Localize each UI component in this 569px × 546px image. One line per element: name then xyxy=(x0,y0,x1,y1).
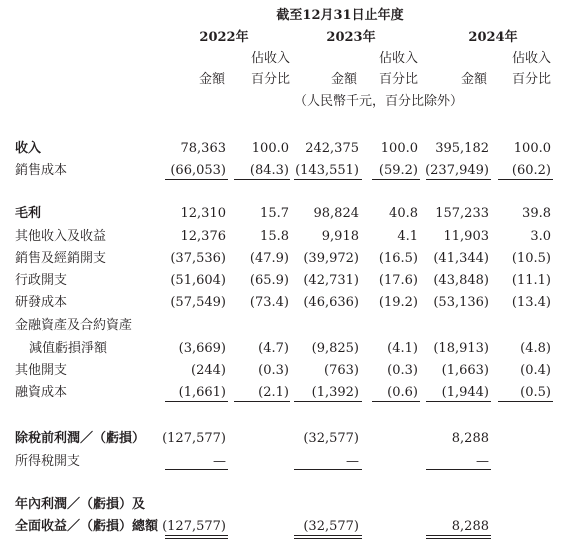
subtotal-rule xyxy=(165,179,228,180)
amount-cell: (32,577) xyxy=(303,431,359,446)
amount-cell: (51,604) xyxy=(170,273,226,288)
row-label: 全面收益／（虧損）總額 xyxy=(15,519,159,534)
amount-cell: 12,376 xyxy=(180,229,226,244)
year-header-0: 2022年 xyxy=(199,30,249,45)
amount-cell: 8,288 xyxy=(451,431,489,446)
amount-cell: 395,182 xyxy=(435,141,489,156)
subtotal-rule xyxy=(426,179,491,180)
row-label: 所得稅開支 xyxy=(15,454,81,469)
row-label: 其他開支 xyxy=(15,363,68,378)
amount-cell: (3,669) xyxy=(178,341,226,356)
pct-col-header-line1: 佔收入 xyxy=(511,51,551,66)
subtotal-rule xyxy=(234,401,290,402)
amount-cell: (66,053) xyxy=(170,163,226,178)
amount-cell: (32,577) xyxy=(303,519,359,534)
row-label: 除稅前利潤／（虧損） xyxy=(15,431,146,446)
amount-col-header: 金額 xyxy=(198,72,225,87)
pct-cell: (60.2) xyxy=(511,163,551,178)
pct-cell: (4.7) xyxy=(258,341,289,356)
row-label: 銷售及經銷開支 xyxy=(15,251,107,266)
amount-cell: 9,918 xyxy=(321,229,359,244)
pct-col-header-line2: 百分比 xyxy=(378,72,418,87)
amount-cell: (53,136) xyxy=(433,295,489,310)
total-double-rule xyxy=(165,535,228,536)
subtotal-rule xyxy=(498,179,553,180)
amount-cell: 11,903 xyxy=(443,229,489,244)
amount-cell: 8,288 xyxy=(451,519,489,534)
amount-col-header: 金額 xyxy=(330,72,357,87)
row-label: 行政開支 xyxy=(15,273,68,288)
pct-col-header-line2: 百分比 xyxy=(250,72,290,87)
row-label: 銷售成本 xyxy=(15,163,68,178)
pct-cell: (16.5) xyxy=(378,251,418,266)
row-label: 減值虧損淨額 xyxy=(29,341,108,356)
subtotal-rule xyxy=(372,401,420,402)
amount-cell: 78,363 xyxy=(180,141,226,156)
amount-cell: (43,848) xyxy=(433,273,489,288)
amount-cell: (9,825) xyxy=(311,341,359,356)
amount-cell: (46,636) xyxy=(303,295,359,310)
total-double-rule xyxy=(165,538,228,539)
pct-cell: (59.2) xyxy=(378,163,418,178)
subtotal-rule xyxy=(498,401,553,402)
year-header-1: 2023年 xyxy=(326,30,376,45)
amount-cell: (763) xyxy=(324,363,359,378)
pct-cell: 39.8 xyxy=(522,206,551,221)
period-header: 截至12月31日止年度 xyxy=(276,8,404,23)
amount-cell: (57,549) xyxy=(170,295,226,310)
amount-cell: (1,661) xyxy=(178,385,226,400)
amount-cell: (18,913) xyxy=(433,341,489,356)
subtotal-rule xyxy=(426,469,491,470)
subtotal-rule xyxy=(165,401,228,402)
amount-cell: 98,824 xyxy=(313,206,359,221)
row-label: 研發成本 xyxy=(15,295,68,310)
subtotal-rule xyxy=(294,179,362,180)
pct-cell: (4.1) xyxy=(387,341,418,356)
pct-cell: (4.8) xyxy=(520,341,551,356)
subtotal-rule xyxy=(294,401,362,402)
row-label: 收入 xyxy=(15,141,42,156)
subtotal-rule xyxy=(234,179,290,180)
amount-cell: (42,731) xyxy=(303,273,359,288)
pct-cell: (65.9) xyxy=(249,273,289,288)
pct-cell: 4.1 xyxy=(397,229,418,244)
pct-cell: (17.6) xyxy=(378,273,418,288)
amount-cell: (1,663) xyxy=(441,363,489,378)
amount-cell: 242,375 xyxy=(305,141,359,156)
amount-cell: (127,577) xyxy=(162,431,226,446)
pct-cell: (47.9) xyxy=(249,251,289,266)
pct-cell: 3.0 xyxy=(530,229,551,244)
amount-cell: (237,949) xyxy=(425,163,489,178)
row-label: 金融資產及合約資產 xyxy=(15,318,133,333)
pct-cell: (0.6) xyxy=(387,385,418,400)
pct-cell: 100.0 xyxy=(251,141,289,156)
amount-cell: (1,944) xyxy=(441,385,489,400)
pct-col-header-line2: 百分比 xyxy=(511,72,551,87)
pct-cell: (2.1) xyxy=(258,385,289,400)
pct-cell: (84.3) xyxy=(249,163,289,178)
amount-cell: — xyxy=(346,454,359,469)
subtotal-rule xyxy=(294,469,362,470)
pct-col-header-line1: 佔收入 xyxy=(250,51,290,66)
pct-cell: (10.5) xyxy=(511,251,551,266)
subtotal-rule xyxy=(372,179,420,180)
pct-cell: (0.3) xyxy=(258,363,289,378)
row-label: 年內利潤／（虧損）及 xyxy=(15,497,146,512)
amount-cell: — xyxy=(213,454,226,469)
unit-note: （人民幣千元，百分比除外） xyxy=(293,94,463,109)
amount-cell: (127,577) xyxy=(162,519,226,534)
pct-cell: 100.0 xyxy=(380,141,418,156)
pct-cell: (0.5) xyxy=(520,385,551,400)
pct-cell: (0.4) xyxy=(520,363,551,378)
pct-cell: (73.4) xyxy=(249,295,289,310)
amount-cell: (41,344) xyxy=(433,251,489,266)
amount-col-header: 金額 xyxy=(460,72,487,87)
row-label: 融資成本 xyxy=(15,385,68,400)
year-header-2: 2024年 xyxy=(468,30,518,45)
amount-cell: (143,551) xyxy=(295,163,359,178)
total-double-rule xyxy=(294,538,362,539)
row-label: 其他收入及收益 xyxy=(15,229,107,244)
pct-cell: (13.4) xyxy=(511,295,551,310)
pct-cell: 100.0 xyxy=(513,141,551,156)
pct-cell: 15.8 xyxy=(260,229,289,244)
pct-cell: 40.8 xyxy=(389,206,418,221)
subtotal-rule xyxy=(426,401,491,402)
pct-cell: (11.1) xyxy=(511,273,551,288)
subtotal-rule xyxy=(165,469,228,470)
pct-cell: (0.3) xyxy=(387,363,418,378)
amount-cell: (1,392) xyxy=(311,385,359,400)
row-label: 毛利 xyxy=(15,206,42,221)
pct-cell: 15.7 xyxy=(260,206,289,221)
amount-cell: (37,536) xyxy=(170,251,226,266)
amount-cell: (244) xyxy=(191,363,226,378)
amount-cell: 12,310 xyxy=(180,206,226,221)
amount-cell: — xyxy=(476,454,489,469)
pct-cell: (19.2) xyxy=(378,295,418,310)
pct-col-header-line1: 佔收入 xyxy=(378,51,418,66)
total-double-rule xyxy=(426,535,491,536)
amount-cell: (39,972) xyxy=(303,251,359,266)
amount-cell: 157,233 xyxy=(435,206,489,221)
total-double-rule xyxy=(294,535,362,536)
total-double-rule xyxy=(426,538,491,539)
